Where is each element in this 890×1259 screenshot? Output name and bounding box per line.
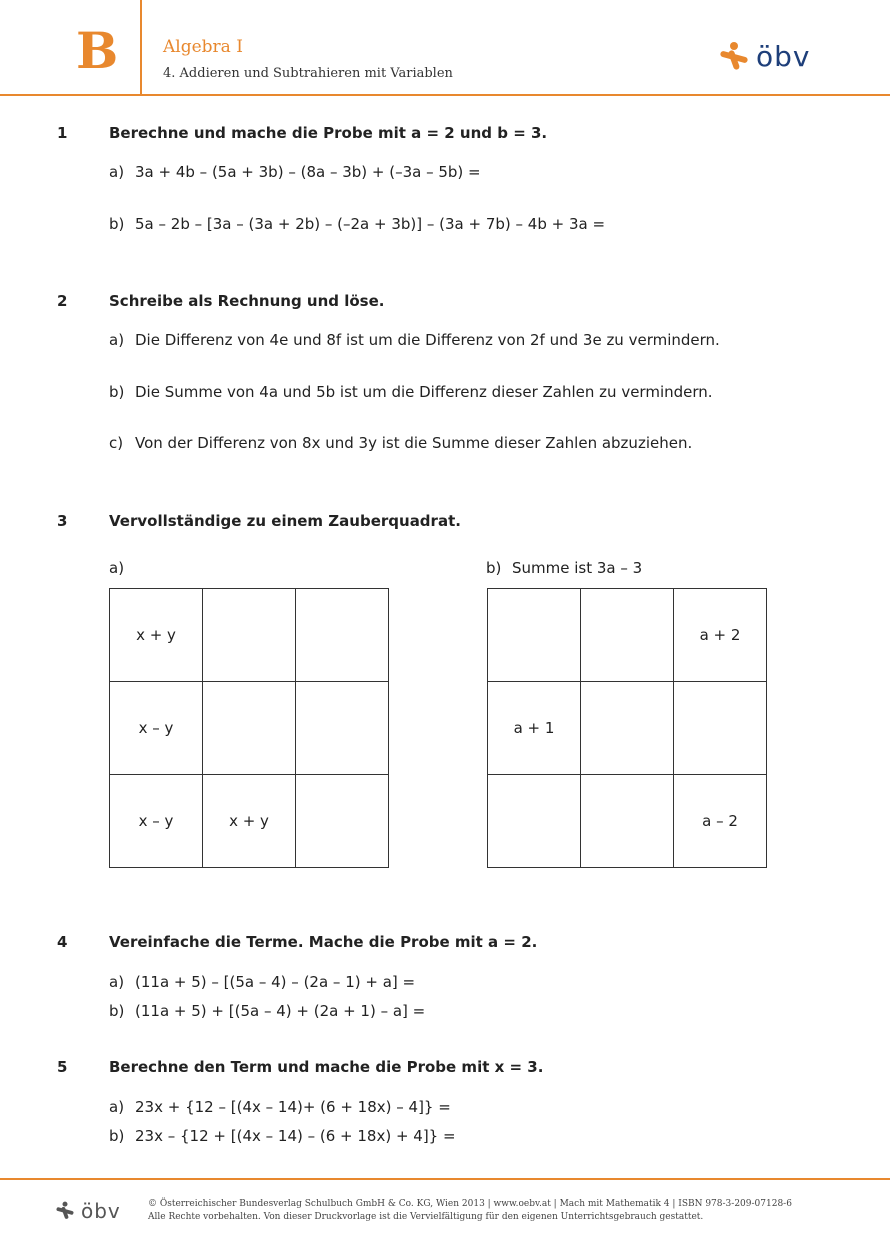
grid-cell[interactable] xyxy=(296,589,389,682)
item-text: 3a + 4b – (5a + 3b) – (8a – 3b) + (–3a – 5b) = xyxy=(135,163,481,181)
item-label: a) xyxy=(109,331,125,349)
task-number: 2 xyxy=(57,292,68,310)
item-text: Von der Differenz von 8x und 3y ist die Summe dieser Zahlen abzuziehen. xyxy=(135,434,693,452)
page-subtitle: 4. Addieren und Subtrahieren mit Variablen xyxy=(163,66,453,81)
item-text: Die Summe von 4a und 5b ist um die Differenz dieser Zahlen zu vermindern. xyxy=(135,383,713,401)
task-item xyxy=(109,163,481,181)
magic-square-a xyxy=(109,588,389,868)
task-number: 3 xyxy=(57,512,68,530)
task-item xyxy=(109,383,713,401)
task-item xyxy=(109,1002,425,1020)
task-number: 4 xyxy=(57,933,68,951)
footer-line-2: Alle Rechte vorbehalten. Von dieser Druckvorlage ist die Vervielfältigung für den eigenen Unterrichtsgebrauch gestattet. xyxy=(148,1212,704,1222)
grid-cell[interactable] xyxy=(581,682,674,775)
item-label: c) xyxy=(109,434,124,452)
magic-square-b xyxy=(487,588,767,868)
task-title: Berechne den Term und mache die Probe mit x = 3. xyxy=(109,1058,544,1076)
grid-cell[interactable] xyxy=(296,682,389,775)
item-label: b) xyxy=(109,215,125,233)
square-a-label: a) xyxy=(109,559,125,577)
footer-line-1: © Österreichischer Bundesverlag Schulbuch GmbH & Co. KG, Wien 2013 | www.oebv.at | Mach mit Mathematik 4 | ISBN 978-3-209-07128-6 xyxy=(148,1199,792,1209)
grid-cell[interactable] xyxy=(581,589,674,682)
item-label: b) xyxy=(109,1002,125,1020)
task-item xyxy=(109,1098,451,1116)
chapter-letter: B xyxy=(76,21,119,80)
task-number: 5 xyxy=(57,1058,68,1076)
item-label: a) xyxy=(109,1098,125,1116)
footer-logo-text: öbv xyxy=(81,1199,121,1223)
item-text: (11a + 5) + [(5a – 4) + (2a + 1) – a] = xyxy=(135,1002,426,1020)
oebv-star-icon xyxy=(55,1201,75,1221)
task-title: Berechne und mache die Probe mit a = 2 und b = 3. xyxy=(109,124,548,142)
item-text: (11a + 5) – [(5a – 4) – (2a – 1) + a] = xyxy=(135,973,416,991)
item-label: b) xyxy=(109,383,125,401)
task-title: Schreibe als Rechnung und löse. xyxy=(109,292,385,310)
grid-cell[interactable]: a + 1 xyxy=(488,682,581,775)
oebv-star-icon xyxy=(718,41,750,73)
grid-cell[interactable] xyxy=(488,589,581,682)
grid-cell[interactable] xyxy=(203,682,296,775)
grid-cell[interactable]: a + 2 xyxy=(674,589,767,682)
grid-cell[interactable]: x + y xyxy=(203,775,296,868)
grid-cell[interactable]: x – y xyxy=(110,775,203,868)
task-item xyxy=(109,215,605,233)
task-item xyxy=(109,973,415,991)
header-logo xyxy=(718,40,810,73)
grid-cell[interactable] xyxy=(296,775,389,868)
item-label: b) xyxy=(486,559,502,577)
item-label: a) xyxy=(109,163,125,181)
square-b-heading xyxy=(486,559,642,577)
grid-cell[interactable]: x – y xyxy=(110,682,203,775)
task-title: Vereinfache die Terme. Mache die Probe mit a = 2. xyxy=(109,933,538,951)
logo-text: öbv xyxy=(756,40,811,73)
task-item xyxy=(109,331,720,349)
page-title: Algebra I xyxy=(163,37,243,57)
task-number: 1 xyxy=(57,124,68,142)
task-item xyxy=(109,1127,456,1145)
grid-cell[interactable] xyxy=(488,775,581,868)
footer-copyright xyxy=(148,1198,792,1224)
task-title: Vervollständige zu einem Zauberquadrat. xyxy=(109,512,461,530)
item-text: Die Differenz von 4e und 8f ist um die Differenz von 2f und 3e zu vermindern. xyxy=(135,331,720,349)
grid-cell[interactable] xyxy=(203,589,296,682)
task-item xyxy=(109,434,692,452)
footer-divider xyxy=(0,1178,890,1180)
grid-cell[interactable]: x + y xyxy=(110,589,203,682)
square-b-caption: Summe ist 3a – 3 xyxy=(512,559,643,577)
header-divider-vertical xyxy=(140,0,142,94)
item-label: a) xyxy=(109,973,125,991)
item-text: 5a – 2b – [3a – (3a + 2b) – (–2a + 3b)] – (3a + 7b) – 4b + 3a = xyxy=(135,215,606,233)
grid-cell[interactable] xyxy=(581,775,674,868)
header-divider xyxy=(0,94,890,96)
item-text: 23x + {12 – [(4x – 14)+ (6 + 18x) – 4]} = xyxy=(135,1098,451,1116)
item-label: b) xyxy=(109,1127,125,1145)
item-text: 23x – {12 + [(4x – 14) – (6 + 18x) + 4]} = xyxy=(135,1127,456,1145)
footer-logo xyxy=(55,1199,121,1223)
grid-cell[interactable] xyxy=(674,682,767,775)
grid-cell[interactable]: a – 2 xyxy=(674,775,767,868)
